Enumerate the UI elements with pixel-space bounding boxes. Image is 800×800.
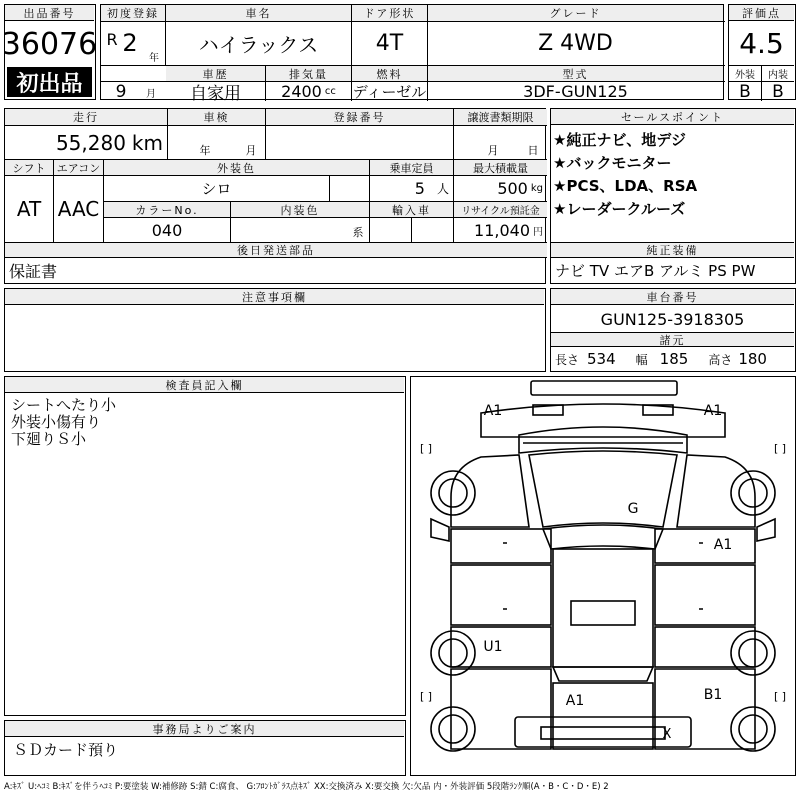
displacement-value: 2400	[281, 82, 322, 101]
fuel-value: ディーゼル	[352, 83, 427, 101]
recycle-unit: 円	[533, 226, 543, 238]
caution-header: 注意事項欄	[5, 289, 544, 305]
inspector-box	[4, 376, 406, 716]
caution-box	[4, 288, 546, 372]
car-outline-drawing	[411, 377, 795, 775]
color-no-value: 040	[151, 220, 183, 240]
shift-value: AT	[16, 197, 42, 221]
max-load-cell	[454, 176, 547, 201]
plate-header: 登録番号	[266, 109, 453, 125]
legend: A:ｷｽﾞ U:ﾍｺﾐ B:ｷｽﾞを伴うﾍｺﾐ P:要塗装 W:補修跡 S:錆 C:腐食、 G:ﾌﾛﾝﾄｶﾞﾗｽ点ｷｽﾞ XX:交換済み X:要交換 欠:欠品 内・外装評価 5段階ﾗﾝｸ順(A・B・C・D・E) 2	[4, 782, 609, 792]
ext-color-value: シロ	[201, 180, 232, 198]
chassis-box	[550, 288, 796, 372]
width-label: 幅	[635, 352, 648, 367]
reg-era: R	[106, 29, 118, 49]
door-value: 4T	[375, 31, 404, 56]
fuel-header: 燃料	[352, 66, 427, 81]
sales-point-item: ★バックモニター	[553, 154, 672, 172]
office-value: ＳＤカード預り	[13, 741, 119, 759]
recycle-header: リサイクル預託金	[454, 202, 547, 217]
bracket-left: [ ]	[419, 441, 433, 455]
ac-value: AAC	[57, 197, 100, 221]
first-listing-badge: 初出品	[7, 67, 92, 97]
mileage-unit: km	[131, 130, 163, 155]
displacement-header: 排気量	[266, 66, 351, 81]
later-parts-value: 保証書	[9, 262, 58, 281]
reg-header: 初度登録	[101, 5, 165, 21]
capacity-value: 5	[414, 179, 425, 198]
chassis-value: GUN125-3918305	[600, 309, 745, 329]
transfer-day-unit: 日	[527, 144, 539, 157]
mark-bed: A1	[565, 693, 585, 709]
top-table	[100, 4, 724, 104]
mileage-header: 走行	[5, 109, 167, 125]
dims-header: 諸元	[551, 333, 794, 346]
reg-month: 9	[115, 81, 127, 102]
inspector-header: 検査員記入欄	[5, 377, 404, 393]
height-label: 高さ	[708, 352, 733, 367]
inspection-header: 車検	[168, 109, 265, 125]
score-value: 4.5	[739, 27, 784, 60]
int-color-header: 内装色	[231, 202, 369, 217]
chassis-header: 車台番号	[551, 289, 794, 305]
bracket-left-low: [ ]	[419, 689, 433, 703]
inspection-year-unit: 年	[199, 144, 211, 157]
mark-rear-right: B1	[703, 687, 723, 703]
model-value: 3DF-GUN125	[523, 82, 628, 101]
sales-point-item: ★レーダークルーズ	[553, 200, 686, 218]
ext-score: B	[739, 81, 751, 102]
sales-points-box	[550, 108, 796, 284]
recycle-cell	[454, 218, 547, 242]
ext-score-header: 外装	[735, 70, 755, 81]
lot-box	[1, 4, 98, 100]
length-value: 534	[587, 350, 616, 368]
ac-header: エアコン	[54, 160, 103, 175]
shift-header: シフト	[5, 160, 53, 175]
capacity-unit: 人	[436, 182, 449, 196]
score-header: 評価点	[729, 5, 794, 21]
grade-value: Z 4WD	[538, 31, 613, 56]
length-label: 長さ	[555, 352, 580, 367]
history-header: 車歴	[166, 66, 265, 81]
ext-color-header: 外装色	[104, 160, 369, 175]
int-color-unit: 系	[352, 226, 364, 239]
sales-point-item: ★PCS、LDA、RSA	[553, 177, 698, 195]
mileage-cell	[5, 126, 167, 159]
dims-row	[551, 347, 794, 371]
sales-points-header: セールスポイント	[551, 109, 794, 125]
displacement-cell	[266, 82, 351, 101]
bracket-right: [ ]	[773, 441, 787, 455]
inspection-month-unit: 月	[245, 144, 257, 157]
later-parts-header: 後日発送部品	[5, 243, 547, 257]
car-name: ハイラックス	[198, 33, 319, 57]
reg-year-unit: 年	[149, 52, 159, 64]
inspector-note: 下廻りＳ小	[11, 430, 87, 448]
inspector-note: 外装小傷有り	[11, 413, 102, 431]
score-box	[728, 4, 796, 100]
mark-right-door: A1	[713, 537, 733, 553]
int-score-header: 内装	[768, 70, 788, 81]
transfer-month-unit: 月	[487, 144, 499, 157]
width-value: 185	[659, 350, 689, 368]
sales-point-item: ★純正ナビ、地デジ	[553, 131, 686, 149]
inspector-note: シートへたり小	[11, 396, 117, 414]
spec-table	[4, 108, 546, 284]
mark-left-rear: U1	[483, 639, 503, 655]
car-name-header: 車名	[166, 5, 351, 21]
transfer-header: 譲渡書類期限	[454, 109, 547, 125]
lot-number: 36076	[1, 26, 98, 62]
office-header: 事務局よりご案内	[5, 721, 404, 737]
height-value: 180	[738, 350, 767, 368]
capacity-cell	[370, 176, 453, 201]
max-load-value: 500	[497, 179, 528, 198]
mark-front-right: A1	[703, 403, 723, 419]
displacement-unit: cc	[324, 86, 336, 97]
genuine-header: 純正装備	[551, 243, 794, 257]
int-score: B	[772, 81, 784, 102]
max-load-unit: kg	[530, 183, 543, 194]
model-header: 型式	[428, 66, 723, 81]
recycle-value: 11,040	[474, 220, 530, 240]
history-value: 自家用	[190, 84, 241, 104]
reg-month-unit: 月	[146, 88, 156, 100]
mark-rear-bumper: X	[662, 726, 672, 742]
lot-header: 出品番号	[5, 5, 94, 21]
door-header: ドア形状	[352, 5, 427, 21]
grade-header: グレード	[428, 5, 723, 21]
car-diagram	[410, 376, 796, 776]
office-box	[4, 720, 406, 776]
max-load-header: 最大積載量	[454, 160, 547, 175]
mark-hood: G	[627, 501, 639, 517]
genuine-value: ナビ TV エアB アルミ PS PW	[555, 262, 756, 280]
capacity-header: 乗車定員	[370, 160, 453, 175]
color-no-header: カラーNo.	[104, 202, 230, 217]
import-header: 輸入車	[370, 202, 453, 217]
mileage-value: 55,280	[55, 130, 126, 155]
mark-front-left: A1	[483, 403, 503, 419]
bracket-right-low: [ ]	[773, 689, 787, 703]
reg-year: 2	[122, 29, 138, 57]
